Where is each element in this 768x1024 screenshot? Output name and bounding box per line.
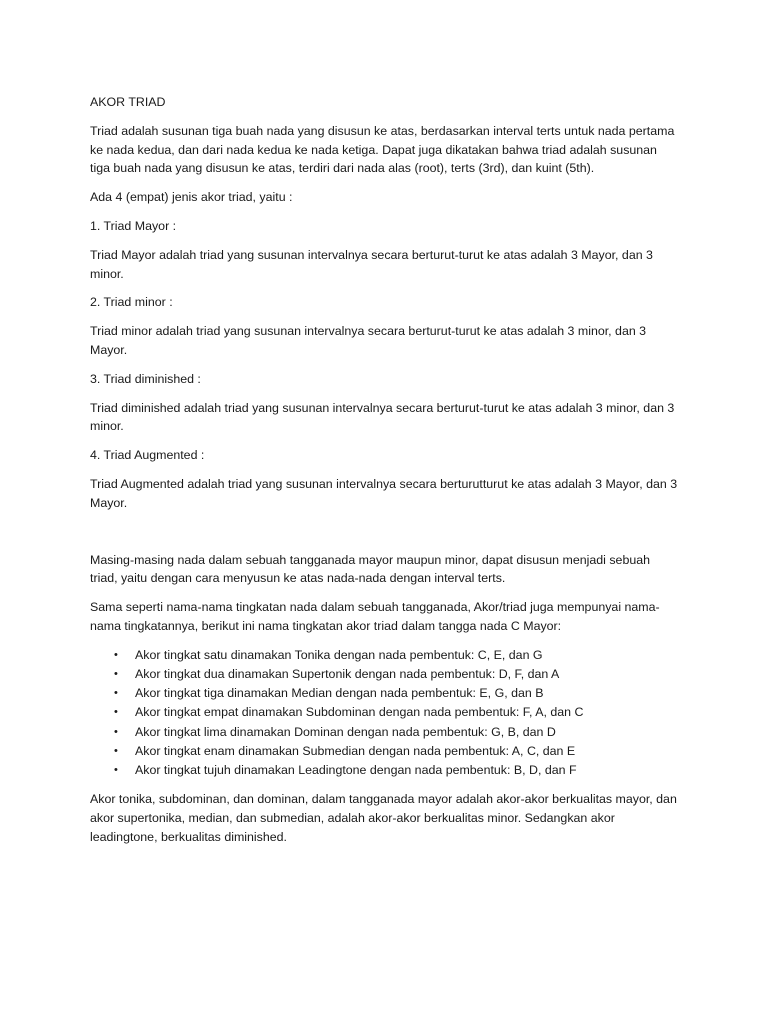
chord-level-list <box>90 646 680 780</box>
bullet-icon: • <box>114 763 118 776</box>
document-title: AKOR TRIAD <box>90 95 166 109</box>
list-item-text: Akor tingkat enam dinamakan Submedian dengan nada pembentuk: A, C, dan E <box>135 743 576 758</box>
list-item <box>90 684 680 703</box>
type-heading-augmented: 4. Triad Augmented : <box>90 448 205 463</box>
type-text-minor: Triad minor adalah triad yang susunan intervalnya secara berturut-turut ke atas adalah 3 minor, dan 3 Mayor. <box>90 324 647 357</box>
bullet-icon: • <box>114 667 118 680</box>
list-item-text: Akor tingkat satu dinamakan Tonika dengan nada pembentuk: C, E, dan G <box>135 647 543 662</box>
list-item-text: Akor tingkat tiga dinamakan Median dengan nada pembentuk: E, G, dan B <box>135 686 544 701</box>
bullet-icon: • <box>114 687 118 700</box>
list-item-text: Akor tingkat empat dinamakan Subdominan dengan nada pembentuk: F, A, dan C <box>135 705 584 720</box>
blank-line <box>90 523 680 551</box>
closing-paragraph: Akor tonika, subdominan, dan dominan, dalam tangganada mayor adalah akor-akor berkualitas mayor, dan akor supertonika, median, dan submedian, adalah akor-akor berkualitas minor. Sedangkan akor leadingtone, berkualitas diminished. <box>90 792 677 844</box>
list-item-text: Akor tingkat dua dinamakan Supertonik dengan nada pembentuk: D, F, dan A <box>135 666 560 681</box>
list-item <box>90 723 680 742</box>
type-heading-mayor: 1. Triad Mayor : <box>90 218 177 233</box>
list-item-text: Akor tingkat tujuh dinamakan Leadingtone dengan nada pembentuk: B, D, dan F <box>135 762 577 777</box>
type-heading-diminished: 3. Triad diminished : <box>90 371 201 386</box>
bullet-icon: • <box>114 725 118 738</box>
bullet-icon: • <box>114 744 118 757</box>
type-text-augmented: Triad Augmented adalah triad yang susunan intervalnya secara berturutturut ke atas adalah 3 Mayor, dan 3 Mayor. <box>90 476 678 510</box>
sama-paragraph: Sama seperti nama-nama tingkatan nada dalam sebuah tangganada, Akor/triad juga mempunyai nama-nama tingkatannya, berikut ini nama tingkatan akor triad dalam tangga nada C Mayor: <box>90 600 660 633</box>
bullet-icon: • <box>114 648 118 661</box>
list-item <box>90 761 680 780</box>
bullet-icon: • <box>114 706 118 719</box>
list-item-text: Akor tingkat lima dinamakan Dominan dengan nada pembentuk: G, B, dan D <box>135 724 556 739</box>
list-item <box>90 665 680 684</box>
intro-paragraph: Triad adalah susunan tiga buah nada yang disusun ke atas, berdasarkan interval terts untuk nada pertama ke nada kedua, dan dari nada kedua ke nada ketiga. Dapat juga dikatakan bahwa triad adalah susunan tiga buah nada yang disusun ke atas, terdiri dari nada alas (root), terts (3rd), dan kuint (5th). <box>90 123 675 176</box>
masing-paragraph: Masing-masing nada dalam sebuah tangganada mayor maupun minor, dapat disusun menjadi sebuah triad, yaitu dengan cara menyusun ke atas nada-nada dengan interval terts. <box>90 552 651 586</box>
list-item <box>90 646 680 665</box>
list-item <box>90 703 680 722</box>
list-item <box>90 742 680 761</box>
type-text-diminished: Triad diminished adalah triad yang susunan intervalnya secara berturut-turut ke atas adalah 3 minor, dan 3 minor. <box>90 400 675 434</box>
type-text-mayor: Triad Mayor adalah triad yang susunan intervalnya secara berturut-turut ke atas adalah 3 Mayor, dan 3 minor. <box>90 247 653 281</box>
document-page <box>90 93 680 857</box>
type-heading-minor: 2. Triad minor : <box>90 295 173 310</box>
types-intro: Ada 4 (empat) jenis akor triad, yaitu : <box>90 190 293 205</box>
